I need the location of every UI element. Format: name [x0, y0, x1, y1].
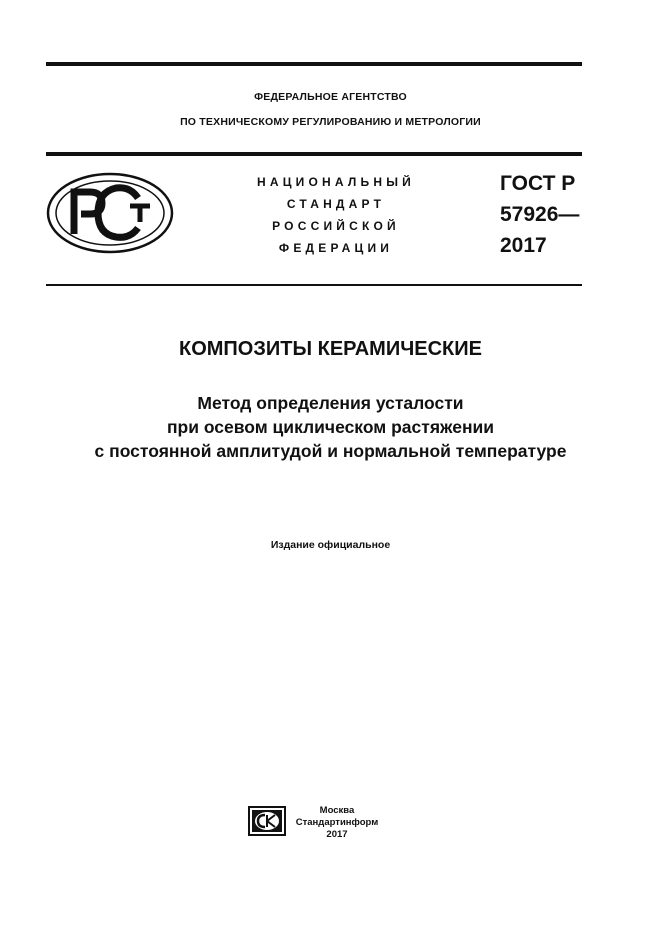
publisher-name: Стандартинформ	[295, 817, 379, 828]
national-line-3: РОССИЙСКОЙ	[272, 219, 400, 233]
standard-code-line-3: 2017	[500, 234, 547, 257]
national-line-1: НАЦИОНАЛЬНЫЙ	[256, 175, 416, 189]
publisher-info	[292, 805, 382, 841]
rst-certification-logo-icon	[46, 172, 174, 254]
standartinform-logo-icon	[248, 806, 286, 836]
standard-rule	[46, 284, 582, 286]
subtitle-line-2: при осевом циклическом растяжении	[166, 417, 495, 437]
standard-code	[500, 168, 579, 261]
agency-line-1: ФЕДЕРАЛЬНОЕ АГЕНТСТВО	[254, 91, 407, 103]
document-title: КОМПОЗИТЫ КЕРАМИЧЕСКИЕ	[179, 338, 482, 360]
edition-label: Издание официальное	[270, 539, 391, 551]
document-subtitle	[0, 391, 661, 463]
subtitle-line-1: Метод определения усталости	[197, 393, 464, 413]
top-rule	[46, 62, 582, 66]
agency-line-2: ПО ТЕХНИЧЕСКОМУ РЕГУЛИРОВАНИЮ И МЕТРОЛОГИИ	[180, 116, 481, 128]
header-rule	[46, 152, 582, 156]
national-standard-label	[226, 171, 446, 259]
publisher-year: 2017	[326, 829, 348, 840]
national-line-2: СТАНДАРТ	[286, 197, 386, 211]
standard-code-line-1: ГОСТ Р	[500, 172, 576, 195]
standard-code-line-2: 57926—	[500, 203, 580, 226]
national-line-4: ФЕДЕРАЦИИ	[278, 241, 394, 255]
publisher-city: Москва	[319, 805, 355, 816]
subtitle-line-3: с постоянной амплитудой и нормальной температуре	[94, 441, 567, 461]
